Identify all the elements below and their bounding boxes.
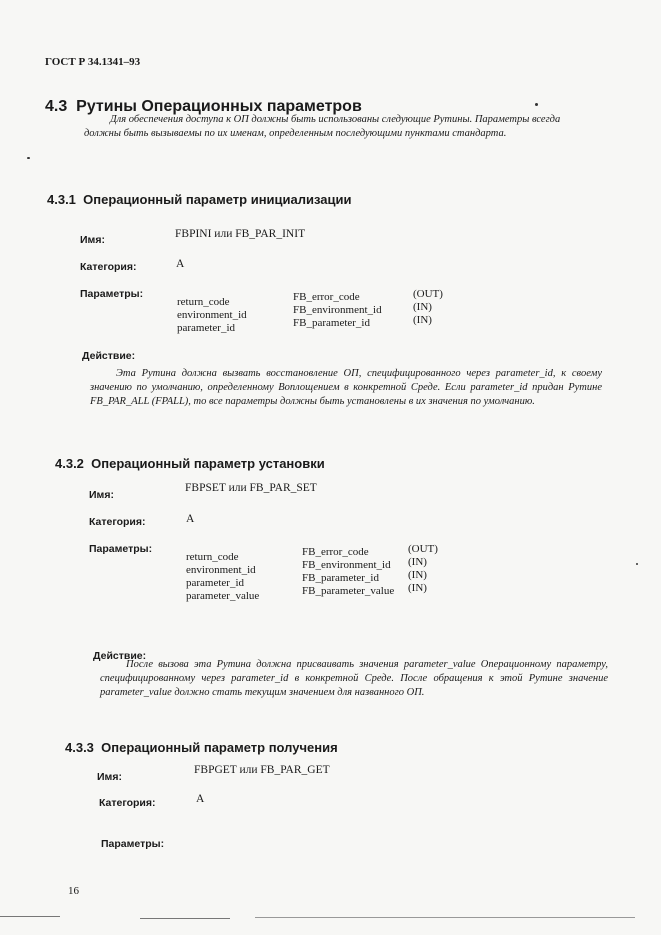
param-names-init xyxy=(177,296,247,335)
category-label: Категория: xyxy=(89,516,146,528)
subsection-title: Операционный параметр установки xyxy=(91,456,325,471)
param-direction: (OUT) xyxy=(413,288,443,300)
param-name: return_code xyxy=(177,296,230,308)
parameters-label: Параметры: xyxy=(89,543,153,555)
param-name: parameter_id xyxy=(177,322,236,334)
action-text-init: Эта Рутина должна вызвать восстановление ОП, специфицированного через parameter_id, к своему значению по умолчанию, определенному Воплощением в конкретной Среде. Если parameter_id придан Рутине FB_PAR_ALL (FPALL), то все параметры должны быть установлены в их значения по умолчанию. xyxy=(90,368,602,407)
param-direction: (OUT) xyxy=(408,543,438,555)
param-name: parameter_id xyxy=(186,577,245,589)
name-label: Имя: xyxy=(97,771,122,783)
action-text-set: После вызова эта Рутина должна присваивать значения parameter_value Операционному параметру, специфицированному через parameter_id в конкретной Среде. После обращения к этой Рутине значение parameter_value должно стать текущим значением для названного ОП. xyxy=(100,659,608,698)
action-label: Действие: xyxy=(93,650,147,662)
routine-name: FBPGET или FB_PAR_GET xyxy=(194,764,330,776)
param-direction: (IN) xyxy=(413,314,432,326)
action-label: Действие: xyxy=(82,350,136,362)
param-type: FB_error_code xyxy=(293,291,360,303)
subsection-heading-set xyxy=(55,456,325,471)
param-direction: (IN) xyxy=(408,569,427,581)
scan-speck xyxy=(535,103,538,106)
param-types-set xyxy=(302,546,394,598)
scan-edge-line xyxy=(255,917,635,918)
section-number: 4.3 xyxy=(45,98,68,115)
subsection-title: Операционный параметр инициализации xyxy=(83,192,352,207)
param-name: parameter_value xyxy=(186,590,260,602)
scan-edge-line xyxy=(0,916,60,917)
subsection-heading-get xyxy=(65,740,338,755)
routine-category: A xyxy=(176,258,185,270)
subsection-heading-init xyxy=(47,192,352,207)
category-label: Категория: xyxy=(99,797,156,809)
routine-name: FBPINI или FB_PAR_INIT xyxy=(175,228,306,240)
section-title: Рутины Операционных параметров xyxy=(76,98,362,115)
param-name: return_code xyxy=(186,551,239,563)
param-direction: (IN) xyxy=(408,582,427,594)
param-type: FB_parameter_id xyxy=(293,317,370,329)
scan-speck xyxy=(27,157,30,159)
page-number: 16 xyxy=(68,885,79,897)
routine-name: FBPSET или FB_PAR_SET xyxy=(185,482,317,494)
category-label: Категория: xyxy=(80,261,137,273)
name-label: Имя: xyxy=(80,234,105,246)
param-direction: (IN) xyxy=(413,301,432,313)
routine-category: A xyxy=(196,793,205,805)
name-label: Имя: xyxy=(89,489,114,501)
subsection-title: Операционный параметр получения xyxy=(101,740,338,755)
param-types-init xyxy=(293,291,382,330)
param-type: FB_error_code xyxy=(302,546,369,558)
param-type: FB_environment_id xyxy=(293,304,382,316)
param-name: environment_id xyxy=(177,309,247,321)
param-type: FB_environment_id xyxy=(302,559,391,571)
subsection-number: 4.3.3 xyxy=(65,740,94,755)
scan-edge-line xyxy=(140,918,230,919)
subsection-number: 4.3.1 xyxy=(47,192,76,207)
param-names-set xyxy=(186,551,259,603)
param-dirs-set xyxy=(408,543,438,595)
section-intro: Для обеспечения доступа к ОП должны быть использованы следующие Рутины. Параметры всегда должны быть вызываемы по их именам, определенным последующими пунктами стандарта. xyxy=(84,114,561,139)
param-type: FB_parameter_id xyxy=(302,572,379,584)
scan-speck xyxy=(636,563,638,565)
subsection-number: 4.3.2 xyxy=(55,456,84,471)
param-direction: (IN) xyxy=(408,556,427,568)
parameters-label: Параметры: xyxy=(80,288,144,300)
routine-category: A xyxy=(186,513,195,525)
running-header: ГОСТ Р 34.1341–93 xyxy=(45,56,141,68)
param-dirs-init xyxy=(413,288,443,327)
param-type: FB_parameter_value xyxy=(302,585,395,597)
param-name: environment_id xyxy=(186,564,256,576)
parameters-label: Параметры: xyxy=(101,838,165,850)
